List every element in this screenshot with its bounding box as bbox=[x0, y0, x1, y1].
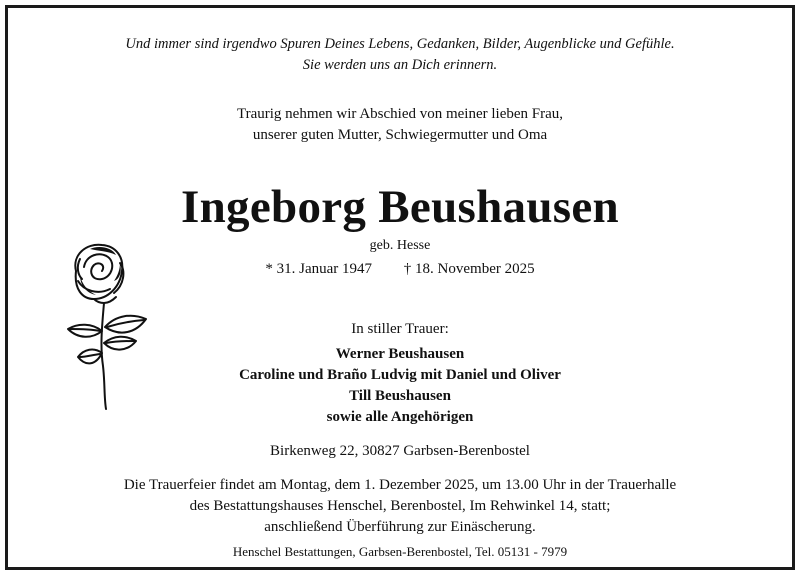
deceased-name: Ingeborg Beushausen bbox=[181, 181, 619, 233]
mourner-name: Caroline und Braño Ludvig mit Daniel und Oliver bbox=[239, 367, 561, 383]
mourner-name: Werner Beushausen bbox=[335, 346, 465, 362]
service-line-2: des Bestattungshauses Henschel, Berenbostel, Im Rehwinkel 14, statt; bbox=[189, 498, 611, 514]
mourner-name: Till Beushausen bbox=[349, 388, 451, 404]
mourning-heading: In stiller Trauer: bbox=[351, 321, 449, 337]
mourner-name: sowie alle Angehörigen bbox=[326, 409, 474, 425]
funeral-home-footer: Henschel Bestattungen, Garbsen-Berenbostel, Tel. 05131 - 7979 bbox=[232, 544, 568, 559]
death-date: † 18. November 2025 bbox=[403, 261, 535, 277]
rose-icon bbox=[64, 241, 150, 411]
obituary-notice bbox=[5, 5, 795, 570]
birth-date: * 31. Januar 1947 bbox=[265, 261, 373, 277]
intro-line-2: unserer guten Mutter, Schwiegermutter und Oma bbox=[252, 127, 548, 143]
service-line-1: Die Trauerfeier findet am Montag, dem 1. Dezember 2025, um 13.00 Uhr in der Trauerhalle bbox=[123, 477, 677, 493]
quote-line-2: Sie werden uns an Dich erinnern. bbox=[302, 57, 498, 73]
family-address: Birkenweg 22, 30827 Garbsen-Berenbostel bbox=[270, 443, 530, 459]
quote-line-1: Und immer sind irgendwo Spuren Deines Lebens, Gedanken, Bilder, Augenblicke und Gefühle. bbox=[125, 36, 675, 52]
intro-line-1: Traurig nehmen wir Abschied von meiner lieben Frau, bbox=[236, 106, 564, 122]
birth-name: geb. Hesse bbox=[369, 238, 431, 253]
service-line-3: anschließend Überführung zur Einäscherung. bbox=[264, 519, 536, 535]
